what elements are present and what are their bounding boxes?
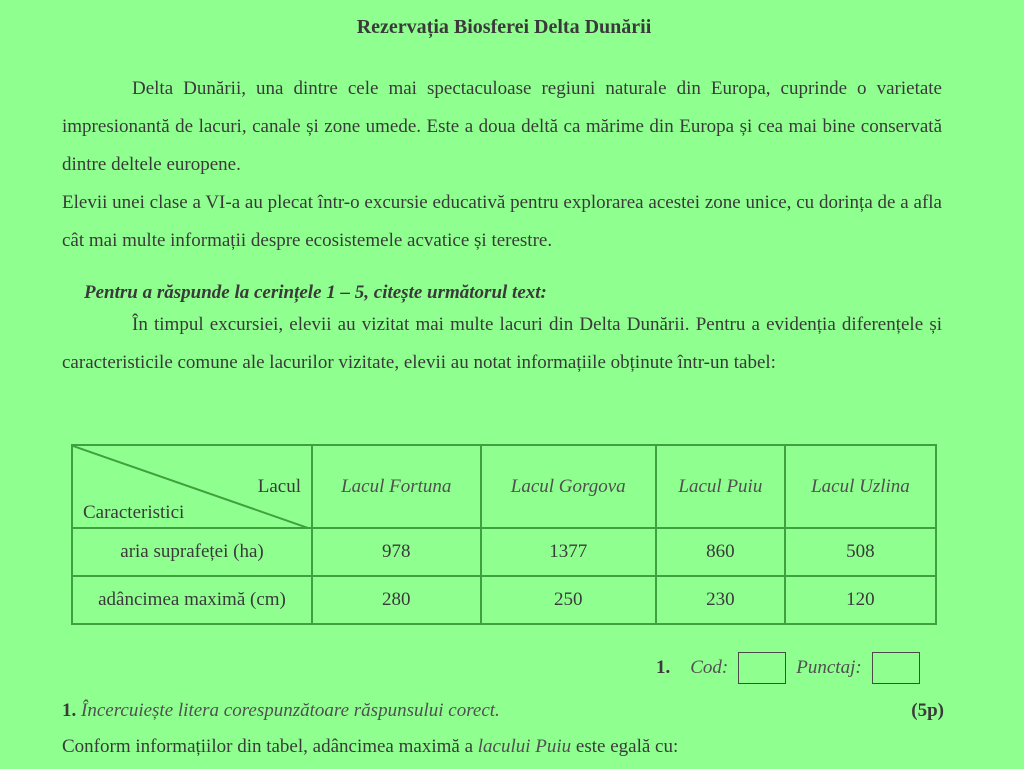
points-label: Punctaj: [796, 657, 862, 678]
row-label: adâncimea maximă (cm) [72, 576, 312, 624]
table-cell: 120 [785, 576, 936, 624]
instruction-heading: Pentru a răspunde la cerințele 1 – 5, citește următorul text: [84, 282, 547, 303]
column-header-lake: Lacul Puiu [656, 445, 785, 528]
column-header-lake: Lacul Fortuna [312, 445, 481, 528]
table-cell: 978 [312, 528, 481, 576]
table-cell: 860 [656, 528, 785, 576]
question-1-prompt [62, 700, 500, 722]
table-header-row [72, 445, 936, 528]
question-body-suffix: este egală cu: [571, 736, 679, 757]
code-input-box[interactable] [738, 652, 786, 684]
table-cell: 508 [785, 528, 936, 576]
table-corner-cell [72, 445, 312, 528]
excursion-paragraph-text: Elevii unei clase a VI-a au plecat într-o excursie educativă pentru explorarea acestei zone unice, cu dorința de a afla cât mai multe informații despre ecosistemele acvatice și terestre. [62, 192, 942, 251]
scoring-item-number: 1. [656, 657, 671, 678]
column-header-lake: Lacul Gorgova [481, 445, 656, 528]
column-header-lake: Lacul Uzlina [785, 445, 936, 528]
scoring-box-row [656, 652, 920, 684]
question-instruction: Încercuiește litera corespunzătoare răspunsului corect. [81, 700, 500, 721]
question-body-prefix: Conform informațiilor din tabel, adâncimea maximă a [62, 736, 478, 757]
question-1-body [62, 736, 678, 758]
lakes-table [71, 444, 937, 625]
code-label: Cod: [690, 657, 729, 678]
question-body-emphasis: lacului Puiu [477, 736, 572, 757]
table-cell: 230 [656, 576, 785, 624]
corner-label-characteristics: Caracteristici [83, 502, 185, 523]
document-title: Rezervația Biosferei Delta Dunării [356, 16, 652, 38]
table-row-depth [72, 576, 936, 624]
question-points: (5p) [911, 700, 944, 721]
question-1-header [62, 700, 944, 722]
table-cell: 250 [481, 576, 656, 624]
question-number: 1. [62, 700, 77, 721]
table-intro-paragraph: În timpul excursiei, elevii au vizitat mai multe lacuri din Delta Dunării. Pentru a evidenția diferențele și caracteristicile comune ale lacurilor vizitate, elevii au notat informațiile obținute într-un tabel: [62, 314, 942, 373]
table-row-area [72, 528, 936, 576]
row-label: aria suprafeței (ha) [72, 528, 312, 576]
intro-paragraph-text: Delta Dunării, una dintre cele mai spectaculoase regiuni naturale din Europa, cuprinde o varietate impresionantă de lacuri, canale și zone umede. Este a doua deltă ca mărime din Europa și cea mai bine conservată dintre deltele europene. [62, 78, 942, 175]
intro-paragraph [62, 70, 942, 260]
table-cell: 280 [312, 576, 481, 624]
points-input-box[interactable] [872, 652, 920, 684]
table-cell: 1377 [481, 528, 656, 576]
corner-label-lake: Lacul [257, 476, 301, 497]
